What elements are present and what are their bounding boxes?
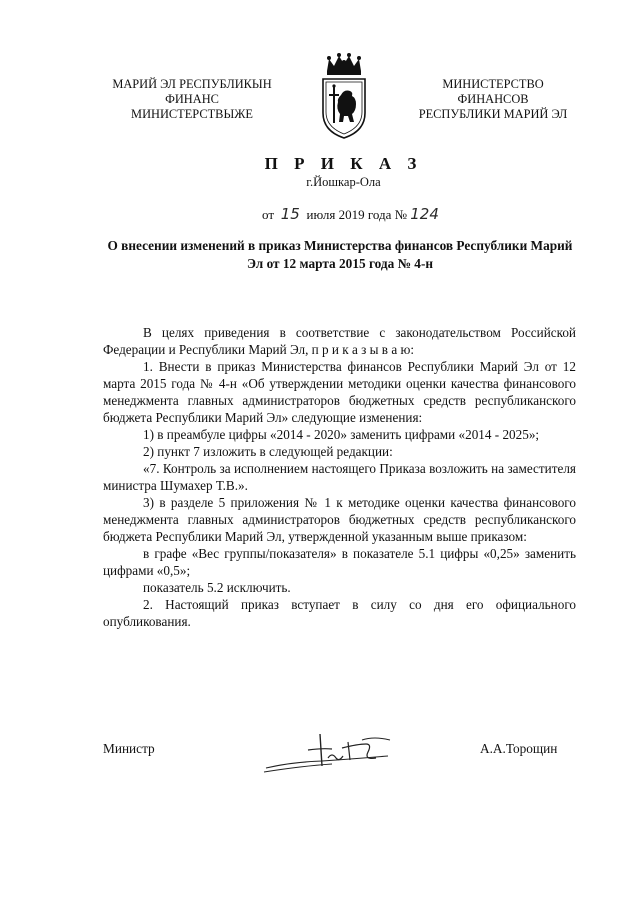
order-number-handwritten: 124 <box>410 205 439 223</box>
body-paragraph: В целях приведения в соответствие с законодательством Российской Федерации и Республики Марий Эл, п р и к а з ы в а ю: <box>103 325 576 357</box>
mari-el-coat-of-arms-icon <box>317 51 371 141</box>
body-paragraph: 2. Настоящий приказ вступает в силу со дня его официального опубликования. <box>103 597 576 629</box>
document-subject: О внесении изменений в приказ Министерства финансов Республики Марий Эл от 12 марта 2015 года № 4-н <box>107 238 573 271</box>
header-right-russian <box>408 77 578 122</box>
header-left-line-3: МИНИСТЕРСТВЫЖЕ <box>131 107 253 121</box>
date-line <box>262 205 439 223</box>
body-paragraph: 2) пункт 7 изложить в следующей редакции: <box>143 444 393 459</box>
header-right-line-1: МИНИСТЕРСТВО <box>442 77 544 91</box>
header-left-mari <box>98 77 286 122</box>
header-left-line-1: МАРИЙ ЭЛ РЕСПУБЛИКЫН <box>112 77 272 91</box>
signatory-role: Министр <box>103 741 155 756</box>
header-right-line-3: РЕСПУБЛИКИ МАРИЙ ЭЛ <box>418 107 568 121</box>
document-body <box>103 324 576 630</box>
date-day-handwritten: 15 <box>280 205 300 223</box>
body-paragraph: показатель 5.2 исключить. <box>143 580 291 595</box>
body-paragraph: 3) в разделе 5 приложения № 1 к методике оценки качества финансового менеджмента главных администраторов бюджетных средств республиканского бюджета Республики Марий Эл, утвержденной указанным выше приказом: <box>103 495 576 544</box>
handwritten-signature <box>262 728 394 774</box>
header-left-line-2: ФИНАНС <box>165 92 219 106</box>
body-paragraph: 1. Внести в приказ Министерства финансов Республики Марий Эл от 12 марта 2015 года № 4-н «Об утверждении методики оценки качества финансового менеджмента главных администраторов бюджетных средств республиканского бюджета Республики Марий Эл» следующие изменения: <box>103 359 576 425</box>
date-prefix: от <box>262 207 275 222</box>
body-paragraph: «7. Контроль за исполнением настоящего Приказа возложить на заместителя министра Шумахер Т.В.». <box>103 461 576 493</box>
body-paragraph: в графе «Вес группы/показателя» в показателе 5.1 цифры «0,25» заменить цифрами «0,5»; <box>103 546 576 578</box>
document-city: г.Йошкар-Ола <box>306 175 381 189</box>
signatory-name: А.А.Торощин <box>480 741 558 756</box>
document-title: П Р И К А З <box>264 154 423 173</box>
body-paragraph: 1) в преамбуле цифры «2014 - 2020» заменить цифрами «2014 - 2025»; <box>143 427 540 442</box>
date-month-year: июля 2019 года № <box>306 207 407 222</box>
header-right-line-2: ФИНАНСОВ <box>457 92 529 106</box>
